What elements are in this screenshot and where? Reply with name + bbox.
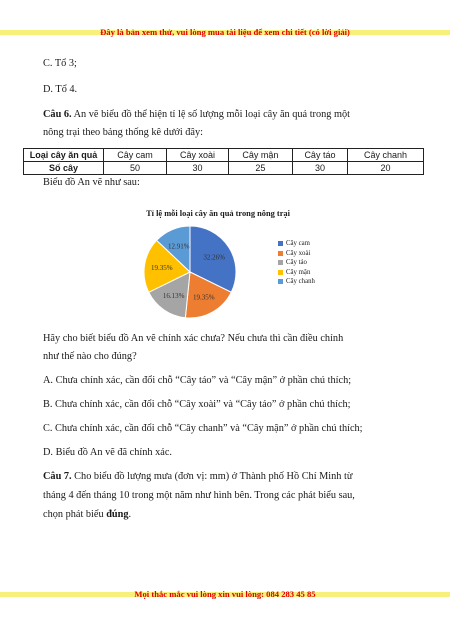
question-7-label: Câu 7.: [43, 471, 72, 482]
legend-label: Cây xoài: [286, 249, 311, 257]
table-header-cell: Cây mận: [229, 149, 293, 162]
option-d-previous: D. Tổ 4.: [43, 84, 78, 95]
legend-item: [278, 249, 315, 259]
legend-item: [278, 268, 315, 278]
question-6-line-1: [43, 109, 350, 120]
chart-intro: Biểu đồ An vẽ như sau:: [43, 177, 140, 188]
option-d[interactable]: D. Biểu đồ An vẽ đã chính xác.: [43, 447, 172, 458]
legend-swatch: [278, 260, 283, 265]
table-header-label: Loại cây ăn quả: [24, 149, 104, 162]
legend-label: Cây cam: [286, 240, 310, 248]
chart-title: Tỉ lệ mỗi loại cây ăn quả trong nông trại: [146, 209, 290, 218]
table-header-cell: Cây chanh: [348, 149, 424, 162]
pie-data-label: 19.35%: [193, 293, 215, 302]
table-cell: 30: [292, 162, 347, 175]
preview-banner: Đây là bản xem thử, vui lòng mua tài liệu để xem chi tiết (có lời giải): [0, 27, 450, 37]
option-c-previous: C. Tổ 3;: [43, 58, 77, 69]
table-row-label: Số cây: [24, 162, 104, 175]
table-cell: 50: [104, 162, 167, 175]
chart-legend: [278, 239, 315, 287]
legend-item: [278, 239, 315, 249]
contact-banner: Mọi thắc mắc vui lòng xin vui lòng: 084 283 45 85: [0, 589, 450, 599]
pie-chart-svg: [118, 203, 268, 328]
legend-item: [278, 258, 315, 268]
pie-data-label: 19.35%: [151, 264, 173, 273]
option-c[interactable]: C. Chưa chính xác, cần đổi chỗ “Cây chanh” và “Cây mận” ở phần chú thích;: [43, 423, 363, 434]
table-cell: 25: [229, 162, 293, 175]
question-6-line-2: nông trại theo bảng thống kê dưới đây:: [43, 127, 204, 138]
option-b[interactable]: B. Chưa chính xác, cần đổi chỗ “Cây xoài” và “Cây táo” ở phần chú thích;: [43, 399, 351, 410]
question-7-line-3: [43, 509, 131, 520]
question-7-line-1: [43, 471, 352, 482]
legend-swatch: [278, 270, 283, 275]
question-7-text-3: chọn phát biểu: [43, 509, 107, 520]
pie-data-label: 32.26%: [203, 253, 226, 262]
table-row: [24, 162, 424, 175]
legend-label: Cây táo: [286, 259, 307, 267]
question-line-2: như thế nào cho đúng?: [43, 351, 137, 362]
table-header-cell: Cây xoài: [166, 149, 228, 162]
legend-swatch: [278, 251, 283, 256]
legend-item: [278, 277, 315, 287]
table-cell: 30: [166, 162, 228, 175]
question-6-label: Câu 6.: [43, 109, 72, 120]
table-header-cell: Cây cam: [104, 149, 167, 162]
question-7-text-3-end: .: [128, 509, 132, 520]
legend-swatch: [278, 241, 283, 246]
question-line-1: Hãy cho biết biểu đồ An vẽ chính xác chưa? Nếu chưa thì cần điều chỉnh: [43, 333, 344, 344]
table-header-row: [24, 149, 424, 162]
fruit-tree-table: [23, 148, 424, 175]
legend-label: Cây mận: [286, 268, 311, 276]
pie-chart: [118, 203, 348, 328]
legend-swatch: [278, 279, 283, 284]
pie-data-label: 16.13%: [162, 291, 185, 300]
table-cell: 20: [348, 162, 424, 175]
legend-label: Cây chanh: [286, 278, 315, 286]
pie-data-label: 12.91%: [167, 242, 190, 251]
table-header-cell: Cây táo: [292, 149, 347, 162]
question-7-text: Cho biểu đồ lượng mưa (đơn vị: mm) ở Thành phố Hồ Chí Minh từ: [71, 471, 353, 482]
question-7-emphasis: đúng: [106, 509, 129, 520]
question-6-text: An vẽ biểu đồ thể hiện tỉ lệ số lượng mỗi loại cây ăn quả trong một: [71, 109, 351, 120]
option-a[interactable]: A. Chưa chính xác, cần đổi chỗ “Cây táo” và “Cây mận” ở phần chú thích;: [43, 375, 352, 386]
question-7-line-2: tháng 4 đến tháng 10 trong một năm như hình bên. Trong các phát biểu sau,: [43, 490, 355, 501]
